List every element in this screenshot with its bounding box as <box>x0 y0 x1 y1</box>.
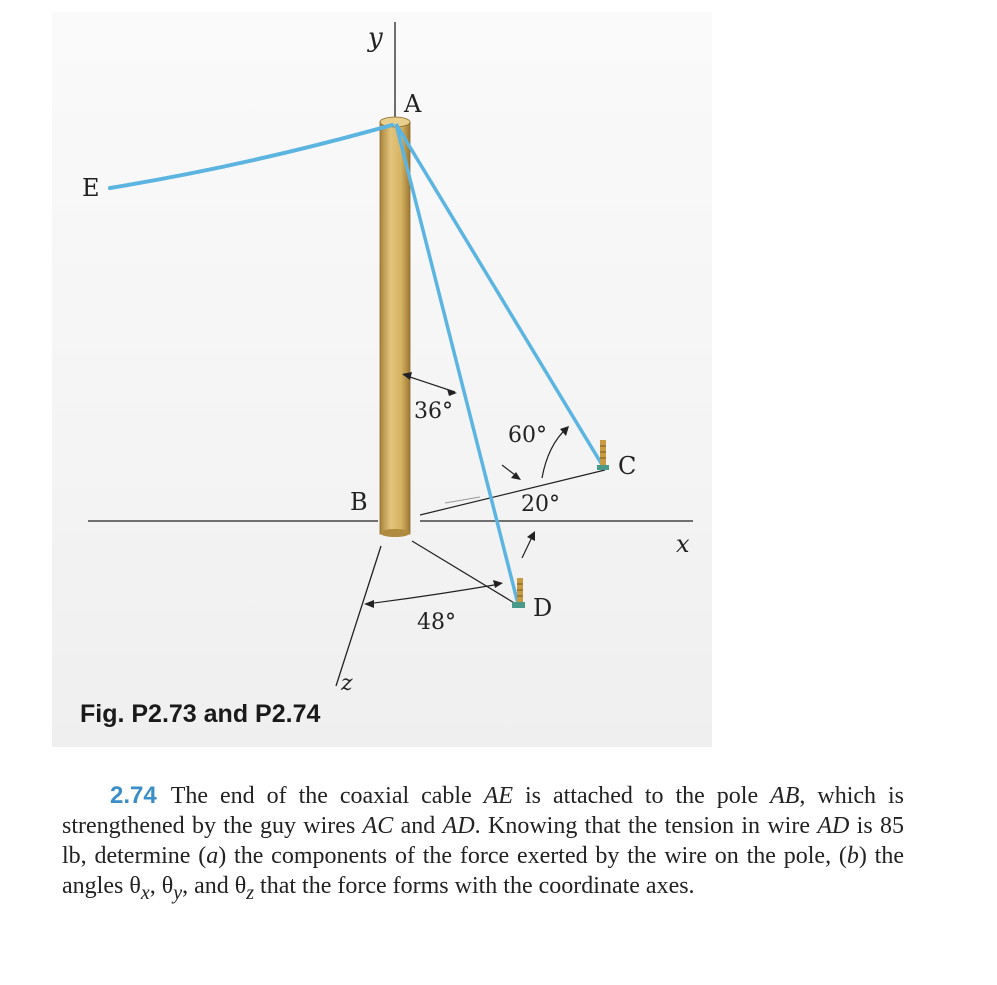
angle-label-60: 60° <box>508 423 547 448</box>
problem-text: is attached to the pole <box>513 783 771 809</box>
figure-caption: Fig. P2.73 and P2.74 <box>80 700 321 728</box>
problem-text: , θ <box>149 873 174 899</box>
problem-sub: y <box>173 881 183 904</box>
guy-wire-ad <box>396 124 518 604</box>
problem-text: is 85 lb, determine ( <box>62 813 905 869</box>
angle-label-20: 20° <box>521 492 560 517</box>
pole-ab <box>380 122 410 534</box>
point-d-label: D <box>533 594 553 622</box>
problem-text: , and θ <box>182 873 247 899</box>
point-b-label: B <box>350 488 368 516</box>
problem-text: ) the components of the force exerted by the wire on the pole, ( <box>218 843 847 869</box>
problem-var: AE <box>483 783 514 809</box>
problem-var: AD <box>442 813 475 839</box>
problem-var: AC <box>362 813 394 839</box>
angle-arc-48 <box>366 584 500 604</box>
point-e-label: E <box>82 174 100 202</box>
problem-statement <box>62 781 904 908</box>
problem-number: 2.74 <box>110 782 157 809</box>
problem-var: AD <box>817 813 850 839</box>
projection-line-d <box>412 541 516 604</box>
problem-text: that the force forms with the coordinate axes. <box>254 873 695 899</box>
angle-label-48: 48° <box>417 610 456 635</box>
point-a-label: A <box>404 90 422 118</box>
problem-var: a <box>206 843 219 869</box>
z-axis-label: z <box>341 671 353 696</box>
point-c-label: C <box>618 452 637 480</box>
problem-var: AB <box>770 783 800 809</box>
cable-ae <box>110 125 392 188</box>
problem-text: . Knowing that the tension in wire <box>474 813 818 839</box>
problem-text: The end of the coaxial cable <box>170 783 484 809</box>
x-axis-label: x <box>676 530 690 558</box>
anchor-c <box>597 440 609 470</box>
y-axis-label: y <box>368 23 383 53</box>
problem-text: and <box>393 813 443 839</box>
problem-var: b <box>846 843 859 869</box>
problem-text: ) the angles θ <box>62 843 904 899</box>
problem-sub: x <box>140 881 150 904</box>
problem-sub: z <box>246 881 255 904</box>
z-axis-line <box>336 546 381 686</box>
angle-label-36: 36° <box>414 399 453 424</box>
problem-text: , which is strengthened by the guy wires <box>62 783 904 839</box>
pole-base <box>380 529 410 537</box>
